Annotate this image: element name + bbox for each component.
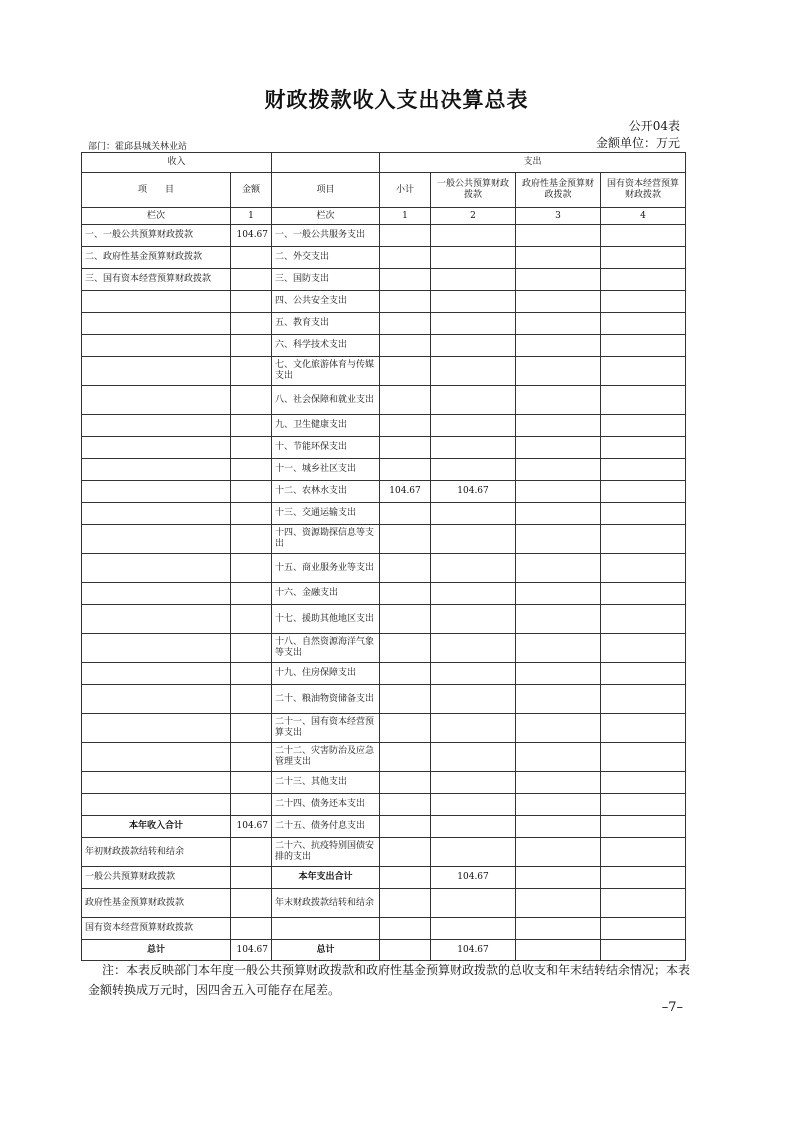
table-row [82, 663, 686, 685]
general-cell [431, 889, 516, 918]
general-cell [431, 772, 516, 794]
amount-cell [231, 335, 272, 357]
amount-cell [231, 663, 272, 685]
subtotal-cell [380, 816, 431, 838]
subtotal-cell [380, 525, 431, 554]
expense-cell: 七、文化旅游体育与传媒支出 [272, 357, 380, 386]
column-number: 1 [380, 208, 431, 225]
department-label: 部门：霍邱县城关林业站 [88, 142, 188, 152]
budget-table [81, 152, 686, 961]
grand-total-label: 总计 [272, 940, 380, 961]
table-row [82, 794, 686, 816]
income-cell: 一般公共预算财政拨款 [82, 867, 231, 889]
income-cell [82, 685, 231, 714]
income-cell [82, 583, 231, 605]
income-cell [82, 554, 231, 583]
income-cell: 二、政府性基金预算财政拨款 [82, 247, 231, 269]
subtotal-cell [380, 335, 431, 357]
subtotal-cell [380, 269, 431, 291]
item-header: 项 目 [82, 173, 231, 208]
subtotal-cell [380, 247, 431, 269]
general-cell [431, 685, 516, 714]
expense-cell [272, 918, 380, 940]
expense-cell: 八、社会保障和就业支出 [272, 386, 380, 415]
expense-cell: 二十一、国有资本经营预算支出 [272, 714, 380, 743]
amount-cell [231, 743, 272, 772]
table-row [82, 554, 686, 583]
expense-cell: 年末财政拨款结转和结余 [272, 889, 380, 918]
subtotal-cell [380, 357, 431, 386]
amount-cell [231, 386, 272, 415]
subtotal-cell [380, 794, 431, 816]
general-cell [431, 554, 516, 583]
table-row [82, 605, 686, 634]
table-row [82, 335, 686, 357]
amount-cell [231, 269, 272, 291]
income-cell: 年初财政拨款结转和结余 [82, 838, 231, 867]
table-row [82, 889, 686, 918]
expense-cell: 十二、农林水支出 [272, 481, 380, 503]
general-cell [431, 503, 516, 525]
subtotal-cell [380, 437, 431, 459]
column-number: 3 [516, 208, 601, 225]
amount-cell [231, 554, 272, 583]
subtotal-cell [380, 634, 431, 663]
general-cell [431, 816, 516, 838]
amount-cell [231, 525, 272, 554]
column-label: 栏次 [272, 208, 380, 225]
amount-cell: 104.67 [231, 940, 272, 961]
footnote: 注：本表反映部门本年度一般公共预算财政拨款和政府性基金预算财政拨款的总收支和年末结转结余情况；本表金额转换成万元时，因四舍五入可能存在尾差。 [88, 963, 691, 997]
expense-cell: 十、节能环保支出 [272, 437, 380, 459]
subtotal-cell [380, 554, 431, 583]
expense-item-header: 项目 [272, 173, 380, 208]
general-cell [431, 291, 516, 313]
general-cell [431, 269, 516, 291]
general-cell: 104.67 [431, 867, 516, 889]
amount-cell [231, 291, 272, 313]
amount-cell [231, 918, 272, 940]
general-cell [431, 663, 516, 685]
general-cell [431, 225, 516, 247]
amount-cell [231, 313, 272, 335]
grand-total-label: 总计 [82, 940, 231, 961]
general-cell [431, 335, 516, 357]
table-row [82, 525, 686, 554]
subtotal-cell [380, 313, 431, 335]
income-cell [82, 437, 231, 459]
expense-cell: 十八、自然资源海洋气象等支出 [272, 634, 380, 663]
subtotal-cell [380, 503, 431, 525]
table-row [82, 634, 686, 663]
table-row [82, 743, 686, 772]
table-row [82, 481, 686, 503]
expense-cell: 二、外交支出 [272, 247, 380, 269]
income-cell: 三、国有资本经营预算财政拨款 [82, 269, 231, 291]
amount-cell [231, 605, 272, 634]
expense-cell: 六、科学技术支出 [272, 335, 380, 357]
amount-cell [231, 838, 272, 867]
general-cell [431, 247, 516, 269]
expense-cell: 十五、商业服务业等支出 [272, 554, 380, 583]
amount-cell [231, 247, 272, 269]
subtotal-cell [380, 663, 431, 685]
expense-cell: 十四、资源勘探信息等支出 [272, 525, 380, 554]
subtotal-cell [380, 714, 431, 743]
amount-cell [231, 437, 272, 459]
table-row [82, 437, 686, 459]
expense-header: 支出 [380, 153, 686, 173]
amount-cell [231, 772, 272, 794]
amount-cell [231, 503, 272, 525]
general-cell [431, 634, 516, 663]
subtotal-cell [380, 918, 431, 940]
general-cell [431, 794, 516, 816]
income-cell [82, 525, 231, 554]
amount-cell: 104.67 [231, 225, 272, 247]
column-label: 栏次 [82, 208, 231, 225]
subtotal-header: 小计 [380, 173, 431, 208]
expense-cell: 二十、粮油物资储备支出 [272, 685, 380, 714]
expense-cell: 十七、援助其他地区支出 [272, 605, 380, 634]
income-cell [82, 634, 231, 663]
table-row [82, 357, 686, 386]
income-cell [82, 386, 231, 415]
income-cell [82, 605, 231, 634]
subtotal-cell [380, 225, 431, 247]
subtotal-cell [380, 415, 431, 437]
amount-cell: 104.67 [231, 816, 272, 838]
table-row [82, 415, 686, 437]
table-row [82, 386, 686, 415]
expense-cell: 二十四、债务还本支出 [272, 794, 380, 816]
general-cell [431, 743, 516, 772]
expense-cell: 十九、住房保障支出 [272, 663, 380, 685]
expense-cell: 二十六、抗疫特别国债安排的支出 [272, 838, 380, 867]
expense-cell: 三、国防支出 [272, 269, 380, 291]
table-row [82, 714, 686, 743]
table-row [82, 940, 686, 961]
table-row [82, 867, 686, 889]
expense-cell: 十三、交通运输支出 [272, 503, 380, 525]
table-row [82, 772, 686, 794]
amount-cell [231, 481, 272, 503]
subtotal-cell [380, 889, 431, 918]
subtotal-cell [380, 867, 431, 889]
table-row [82, 459, 686, 481]
gov-fund-header: 政府性基金预算财政拨款 [516, 173, 601, 208]
income-cell [82, 714, 231, 743]
income-cell [82, 335, 231, 357]
page-title: 财政拨款收入支出决算总表 [264, 87, 529, 112]
general-cell [431, 525, 516, 554]
income-cell [82, 503, 231, 525]
subtotal-cell [380, 940, 431, 961]
subtotal-cell [380, 583, 431, 605]
general-cell [431, 313, 516, 335]
expense-cell: 十六、金融支出 [272, 583, 380, 605]
subtotal-cell [380, 838, 431, 867]
income-cell [82, 481, 231, 503]
income-cell [82, 663, 231, 685]
general-budget-header: 一般公共预算财政拨款 [431, 173, 516, 208]
subtotal-cell [380, 685, 431, 714]
amount-cell [231, 867, 272, 889]
amount-cell [231, 889, 272, 918]
page-number: –7– [661, 1000, 683, 1015]
income-header: 收入 [82, 153, 272, 173]
income-cell [82, 772, 231, 794]
subtotal-cell [380, 743, 431, 772]
table-row [82, 503, 686, 525]
subtotal-cell: 104.67 [380, 481, 431, 503]
general-cell [431, 918, 516, 940]
general-cell: 104.67 [431, 481, 516, 503]
income-cell: 政府性基金预算财政拨款 [82, 889, 231, 918]
income-cell [82, 415, 231, 437]
amount-cell [231, 685, 272, 714]
expense-cell: 五、教育支出 [272, 313, 380, 335]
amount-cell [231, 415, 272, 437]
amount-cell [231, 459, 272, 481]
state-capital-header: 国有资本经营预算财政拨款 [601, 173, 686, 208]
amount-cell [231, 357, 272, 386]
income-cell [82, 459, 231, 481]
subtotal-cell [380, 605, 431, 634]
income-cell [82, 357, 231, 386]
general-cell [431, 714, 516, 743]
subtotal-cell [380, 386, 431, 415]
amount-header: 金额 [231, 173, 272, 208]
expense-cell: 二十三、其他支出 [272, 772, 380, 794]
unit-label: 金额单位：万元 [595, 136, 680, 150]
general-cell [431, 437, 516, 459]
table-row [82, 291, 686, 313]
income-cell [82, 313, 231, 335]
column-number: 2 [431, 208, 516, 225]
expense-cell: 二十二、灾害防治及应急管理支出 [272, 743, 380, 772]
table-row [82, 838, 686, 867]
table-row [82, 816, 686, 838]
table-row [82, 269, 686, 291]
amount-cell [231, 794, 272, 816]
general-cell [431, 415, 516, 437]
subtotal-cell [380, 459, 431, 481]
column-number: 4 [601, 208, 686, 225]
general-cell [431, 605, 516, 634]
column-number: 1 [231, 208, 272, 225]
general-cell [431, 583, 516, 605]
amount-cell [231, 714, 272, 743]
expense-cell: 一、一般公共服务支出 [272, 225, 380, 247]
amount-cell [231, 634, 272, 663]
table-row [82, 685, 686, 714]
income-cell [82, 743, 231, 772]
header-spacer [272, 153, 380, 173]
income-total-cell: 本年收入合计 [82, 816, 231, 838]
expense-cell: 九、卫生健康支出 [272, 415, 380, 437]
table-row [82, 313, 686, 335]
general-cell [431, 386, 516, 415]
subtotal-cell [380, 291, 431, 313]
amount-cell [231, 583, 272, 605]
general-cell [431, 838, 516, 867]
general-cell [431, 357, 516, 386]
expense-cell: 十一、城乡社区支出 [272, 459, 380, 481]
income-cell: 一、一般公共预算财政拨款 [82, 225, 231, 247]
table-row [82, 247, 686, 269]
income-cell: 国有资本经营预算财政拨款 [82, 918, 231, 940]
table-row [82, 225, 686, 247]
subtotal-cell [380, 772, 431, 794]
general-cell: 104.67 [431, 940, 516, 961]
table-row [82, 583, 686, 605]
general-cell [431, 459, 516, 481]
income-cell [82, 794, 231, 816]
expense-cell: 四、公共安全支出 [272, 291, 380, 313]
income-cell [82, 291, 231, 313]
form-code: 公开04表 [628, 119, 680, 133]
expense-total-cell: 本年支出合计 [272, 867, 380, 889]
table-row [82, 918, 686, 940]
expense-cell: 二十五、债务付息支出 [272, 816, 380, 838]
